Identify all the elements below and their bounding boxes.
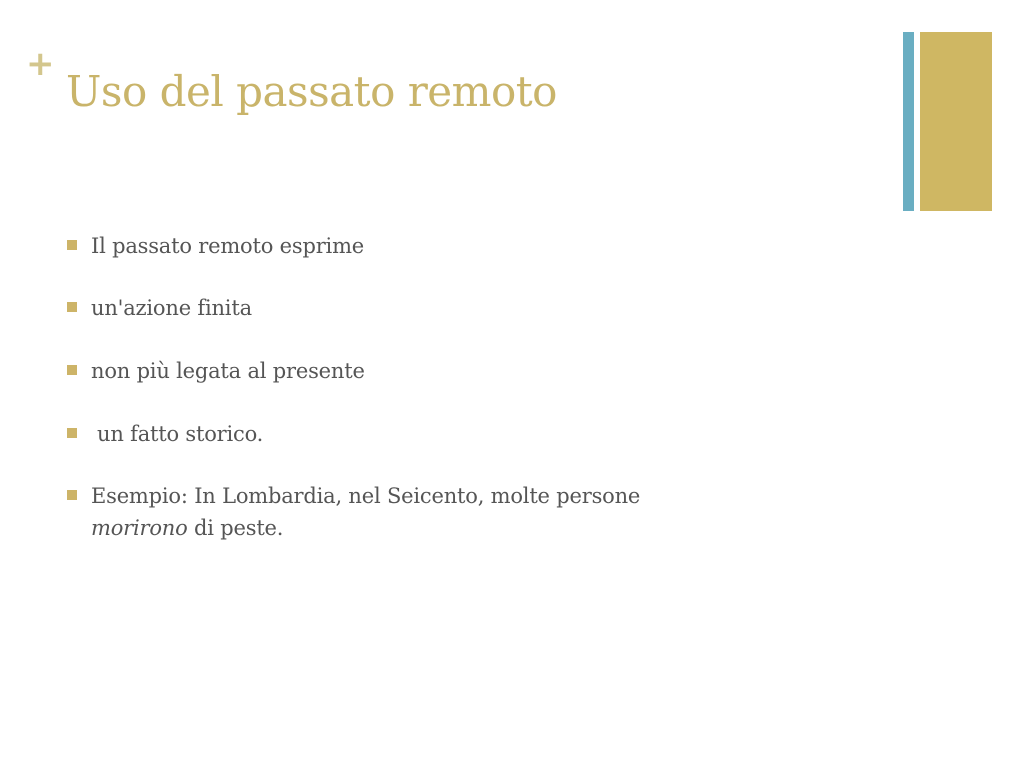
bullet-text: non più legata al presente [91, 359, 365, 383]
example-line1: Esempio: In Lombardia, nel Seicento, molte persone [91, 484, 641, 508]
bullet-item-example [67, 480, 807, 544]
example-text [91, 480, 640, 544]
accent-bar-blue [903, 32, 914, 211]
example-line2-rest: di peste. [187, 516, 284, 540]
bullet-square-icon [67, 490, 77, 500]
bullet-square-icon [67, 302, 77, 312]
bullet-square-icon [67, 365, 77, 375]
bullet-item [67, 230, 807, 262]
bullet-text: un'azione finita [91, 296, 252, 320]
slide-title: Uso del passato remoto [66, 67, 557, 116]
bullet-item [67, 355, 807, 387]
plus-icon: + [26, 44, 55, 84]
bullet-square-icon [67, 428, 77, 438]
accent-block-gold [920, 32, 992, 211]
bullet-text: Il passato remoto esprime [91, 234, 365, 258]
bullet-text: un fatto storico. [97, 422, 264, 446]
bullet-square-icon [67, 240, 77, 250]
bullet-item [67, 418, 807, 450]
example-italic-verb: morirono [91, 516, 188, 540]
bullet-item [67, 292, 807, 324]
